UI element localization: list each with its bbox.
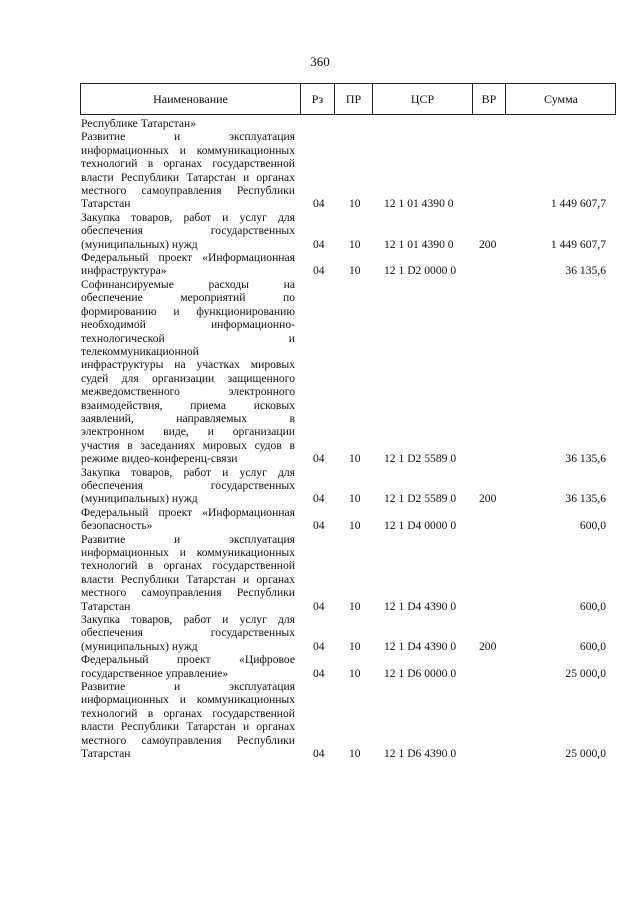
row-name-line: Развитие и эксплуатация [81,680,295,694]
row-sum: 36 135,6 [565,264,606,278]
row-name-line: режиме видео-конференц-связи [81,452,238,466]
row-name-line: власти Республики Татарстан и органах [81,720,295,734]
row-sum: 36 135,6 [565,492,606,506]
row-pr: 10 [349,264,361,278]
row-name-line: технологической и [81,331,295,345]
row-name-line: Федеральный проект «Цифровое [81,653,295,667]
row-csr: 12 1 D6 0000 0 [384,666,457,680]
row-csr: 12 1 D2 0000 0 [384,264,457,278]
row-name [81,130,295,210]
row-name-line: (муниципальных) нужд [81,492,198,506]
row-sum: 600,0 [579,599,606,613]
row-name-line: обеспечение мероприятий по [81,291,295,305]
table-row [0,680,640,760]
row-name-line: Татарстан [81,197,131,211]
row-name-line: местного самоуправления Республики [81,184,295,198]
row-rz: 04 [313,452,325,466]
row-name-line: Федеральный проект «Информационная [81,251,295,265]
table-row [0,251,640,278]
row-name-line: заявлений, направляемых в [81,411,295,425]
row-csr: 12 1 01 4390 0 [384,197,454,211]
row-name-line: власти Республики Татарстан и органах [81,572,295,586]
row-rz: 04 [313,747,325,761]
row-csr: 12 1 D6 4390 0 [384,747,457,761]
page-number: 360 [310,54,330,69]
table-row [0,130,640,210]
row-pr: 10 [349,639,361,653]
row-name-line: местного самоуправления Республики [81,586,295,600]
row-sum: 600,0 [579,639,606,653]
row-rz: 04 [313,197,325,211]
row-rz: 04 [313,599,325,613]
row-name [81,466,295,506]
row-name-line: судей для организации защищенного [81,371,295,385]
row-name-line: информационных и коммуникационных [81,143,295,157]
row-sum: 25 000,0 [565,747,606,761]
row-name-line: необходимой информационно- [81,318,295,332]
row-name-line: технологий в органах государственной [81,157,295,171]
row-name-line: технологий в органах государственной [81,706,295,720]
row-name-line: Развитие и эксплуатация [81,130,295,144]
row-rz: 04 [313,639,325,653]
row-name-line: власти Республики Татарстан и органах [81,170,295,184]
row-name-line: телекоммуникационной [81,344,199,358]
row-pr: 10 [349,237,361,251]
row-name-line: технологий в органах государственной [81,559,295,573]
row-name-line: Федеральный проект «Информационная [81,505,295,519]
table-header [80,83,616,115]
row-name-line: Республике Татарстан» [81,117,197,130]
row-pr: 10 [349,599,361,613]
row-rz: 04 [313,666,325,680]
table-row [0,613,640,653]
table-row [0,466,640,506]
row-name-line: государственное управление» [81,666,229,680]
row-vr: 200 [479,492,497,506]
row-name-line: местного самоуправления Республики [81,733,295,747]
row-name [81,278,295,466]
row-name-line: Закупка товаров, работ и услуг для [81,465,295,479]
row-vr: 200 [479,639,497,653]
row-name-line: Развитие и эксплуатация [81,532,295,546]
row-vr: 200 [479,237,497,251]
row-csr: 12 1 01 4390 0 [384,237,454,251]
row-name-line: взаимодействия, приема исковых [81,398,295,412]
row-name-line: (муниципальных) нужд [81,237,198,251]
row-sum: 1 449 607,7 [550,237,606,251]
table-row [0,278,640,466]
row-name-line: межведомственного электронного [81,385,295,399]
row-rz: 04 [313,519,325,533]
header-pr: ПР [335,84,373,114]
row-pr: 10 [349,519,361,533]
row-name-line: Софинансируемые расходы на [81,277,295,291]
row-rz: 04 [313,237,325,251]
row-name-line: инфраструктура» [81,264,167,278]
table-row [0,117,640,130]
table-body [0,117,640,761]
row-csr: 12 1 D4 4390 0 [384,599,457,613]
row-name-line: участия в заседаниях мировых судов в [81,438,295,452]
row-pr: 10 [349,452,361,466]
header-rz: Рз [301,84,335,114]
row-rz: 04 [313,492,325,506]
row-name-line: безопасность» [81,519,153,533]
row-name [81,653,295,680]
row-name [81,211,295,251]
row-name-line: инфраструктуры на участках мировых [81,358,295,372]
table-row [0,211,640,251]
row-csr: 12 1 D2 5589 0 [384,492,457,506]
row-name [81,613,295,653]
row-name-line: обеспечения государственных [81,478,295,492]
row-csr: 12 1 D4 4390 0 [384,639,457,653]
row-rz: 04 [313,264,325,278]
row-name [81,680,295,760]
table-row [0,533,640,613]
row-name-line: формированию и функционированию [81,304,295,318]
row-name-line: Закупка товаров, работ и услуг для [81,210,295,224]
row-name [81,506,295,533]
header-name: Наименование [81,84,301,114]
row-csr: 12 1 D4 0000 0 [384,519,457,533]
row-sum: 25 000,0 [565,666,606,680]
table-row [0,653,640,680]
header-csr: ЦСР [373,84,473,114]
row-name-line: информационных и коммуникационных [81,546,295,559]
row-name-line: обеспечения государственных [81,224,295,238]
row-name [81,117,295,130]
row-name-line: электронном виде, и организации [81,425,295,439]
row-name-line: Закупка товаров, работ и услуг для [81,613,295,627]
row-pr: 10 [349,666,361,680]
row-pr: 10 [349,197,361,211]
table-row [0,506,640,533]
row-name-line: Татарстан [81,747,131,761]
row-sum: 1 449 607,7 [550,197,606,211]
row-pr: 10 [349,492,361,506]
row-sum: 600,0 [579,519,606,533]
row-name-line: информационных и коммуникационных [81,693,295,707]
header-vr: ВР [473,84,506,114]
row-name-line: (муниципальных) нужд [81,639,198,653]
row-csr: 12 1 D2 5589 0 [384,452,457,466]
row-sum: 36 135,6 [565,452,606,466]
header-sum: Сумма [544,92,578,106]
row-name [81,533,295,613]
row-name-line: обеспечения государственных [81,626,295,640]
row-pr: 10 [349,747,361,761]
row-name [81,251,295,278]
row-name-line: Татарстан [81,599,131,613]
